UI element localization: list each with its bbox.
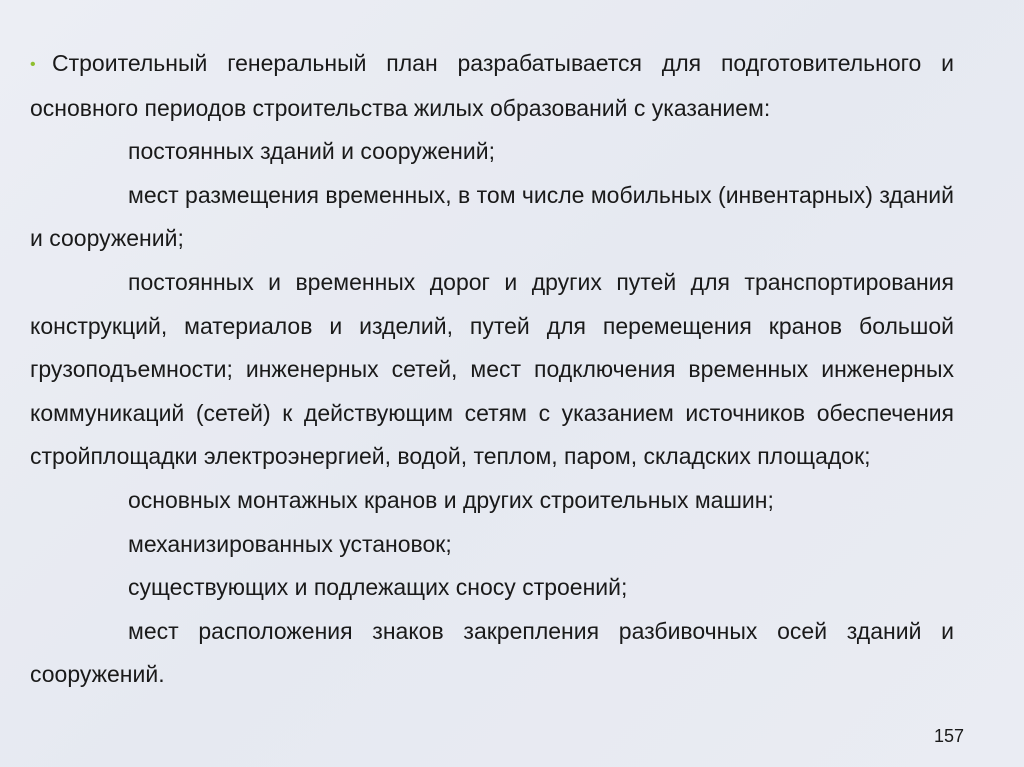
list-item: мест размещения временных, в том числе мобильных (инвентарных) зданий и сооружений; bbox=[30, 181, 954, 252]
intro-text: Строительный генеральный план разрабатывается для подготовительного и основного периодов строительства жилых образований с указанием: bbox=[30, 50, 954, 121]
bullet-icon: • bbox=[30, 56, 36, 73]
slide-content bbox=[30, 42, 954, 697]
list-item: постоянных и временных дорог и других путей для транспортирования конструкций, материалов и изделий, путей для перемещения кранов большой грузоподъемности; инженерных сетей, мест подключения временных инженерных коммуникаций (сетей) к действующим сетям с указанием источников обеспечения стройплощадки электроэнергией, водой, теплом, паром, складских площадок; bbox=[30, 268, 954, 470]
list-item: постоянных зданий и сооружений; bbox=[128, 138, 495, 165]
list-item: основных монтажных кранов и других строительных машин; bbox=[128, 486, 774, 513]
list-item: механизированных установок; bbox=[128, 530, 452, 557]
list-item: мест расположения знаков закрепления разбивочных осей зданий и сооружений. bbox=[30, 617, 954, 688]
page-number: 157 bbox=[933, 726, 964, 746]
intro-paragraph bbox=[30, 42, 954, 130]
list-item: существующих и подлежащих сносу строений; bbox=[128, 574, 628, 601]
